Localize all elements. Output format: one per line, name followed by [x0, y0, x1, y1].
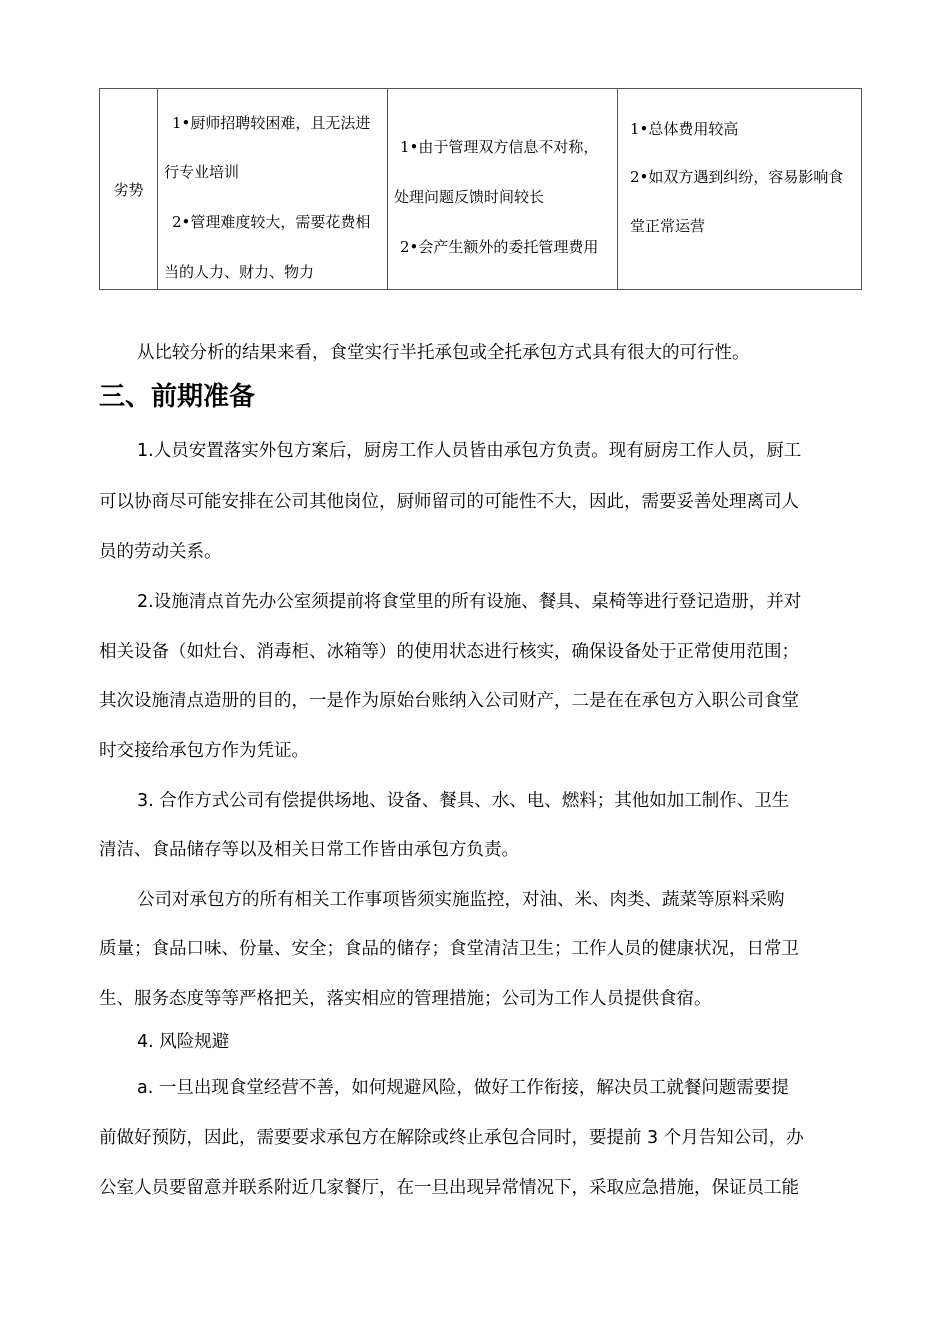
cell-text-line: 1•总体费用较高: [630, 120, 739, 138]
paragraph-line: a. 一旦出现食堂经营不善，如何规避风险，做好工作衔接，解决员工就餐问题需要提: [137, 1078, 789, 1098]
paragraph-line: 3. 合作方式公司有偿提供场地、设备、餐具、水、电、燃料；其他如加工制作、卫生: [137, 791, 790, 811]
table-row-label-cell: [100, 89, 158, 290]
paragraph-line: 其次设施清点造册的目的，一是作为原始台账纳入公司财产，二是在在承包方入职公司食堂: [99, 691, 799, 711]
paragraph-line: 时交接给承包方作为凭证。: [99, 741, 309, 761]
paragraph-line: 生、服务态度等等严格把关，落实相应的管理措施；公司为工作人员提供食宿。: [99, 989, 712, 1009]
cell-text-line: 1•厨师招聘较困难，且无法进: [172, 114, 371, 132]
row-label: 劣势: [113, 180, 144, 199]
section-heading: 三、前期准备: [99, 382, 256, 412]
cell-text-line: 当的人力、财力、物力: [164, 263, 315, 281]
paragraph-line: 4. 风险规避: [137, 1032, 230, 1052]
paragraph-line: 前做好预防，因此，需要要求承包方在解除或终止承包合同时，要提前 3 个月告知公司，办: [99, 1128, 804, 1148]
paragraph-line: 公司对承包方的所有相关工作事项皆须实施监控，对油、米、肉类、蔬菜等原料采购: [137, 890, 785, 910]
cell-text-line: 2•如双方遇到纠纷，容易影响食: [630, 168, 844, 186]
paragraph-line: 公室人员要留意并联系附近几家餐厅，在一旦出现异常情况下，采取应急措施，保证员工能: [99, 1178, 799, 1198]
paragraph-line: 可以协商尽可能安排在公司其他岗位，厨师留司的可能性不大，因此，需要妥善处理离司人: [99, 492, 799, 512]
cell-text-line: 堂正常运营: [630, 217, 706, 235]
cell-text-line: 1•由于管理双方信息不对称，: [400, 138, 599, 156]
table-row: [100, 89, 862, 290]
paragraph-line: 1.人员安置落实外包方案后，厨房工作人员皆由承包方负责。现有厨房工作人员，厨工: [137, 441, 802, 461]
table-cell: [618, 89, 862, 290]
cell-text-line: 处理问题反馈时间较长: [394, 188, 545, 206]
cell-text-line: 2•会产生额外的委托管理费用: [400, 238, 599, 256]
cell-text-line: 2•管理难度较大，需要花费相: [172, 213, 371, 231]
table-cell: [388, 89, 618, 290]
comparison-table: [99, 88, 862, 290]
paragraph-line: 相关设备（如灶台、消毒柜、冰箱等）的使用状态进行核实，确保设备处于正常使用范围；: [99, 642, 799, 662]
paragraph-line: 2.设施清点首先办公室须提前将食堂里的所有设施、餐具、桌椅等进行登记造册，并对: [137, 592, 802, 612]
paragraph-line: 质量；食品口味、份量、安全；食品的储存；食堂清洁卫生；工作人员的健康状况，日常卫: [99, 939, 799, 959]
table-cell: [158, 89, 388, 290]
paragraph-line: 清洁、食品储存等以及相关日常工作皆由承包方负责。: [99, 840, 519, 860]
conclusion-text: 从比较分析的结果来看，食堂实行半托承包或全托承包方式具有很大的可行性。: [137, 343, 750, 363]
paragraph-line: 员的劳动关系。: [99, 542, 222, 562]
cell-text-line: 行专业培训: [164, 163, 240, 181]
